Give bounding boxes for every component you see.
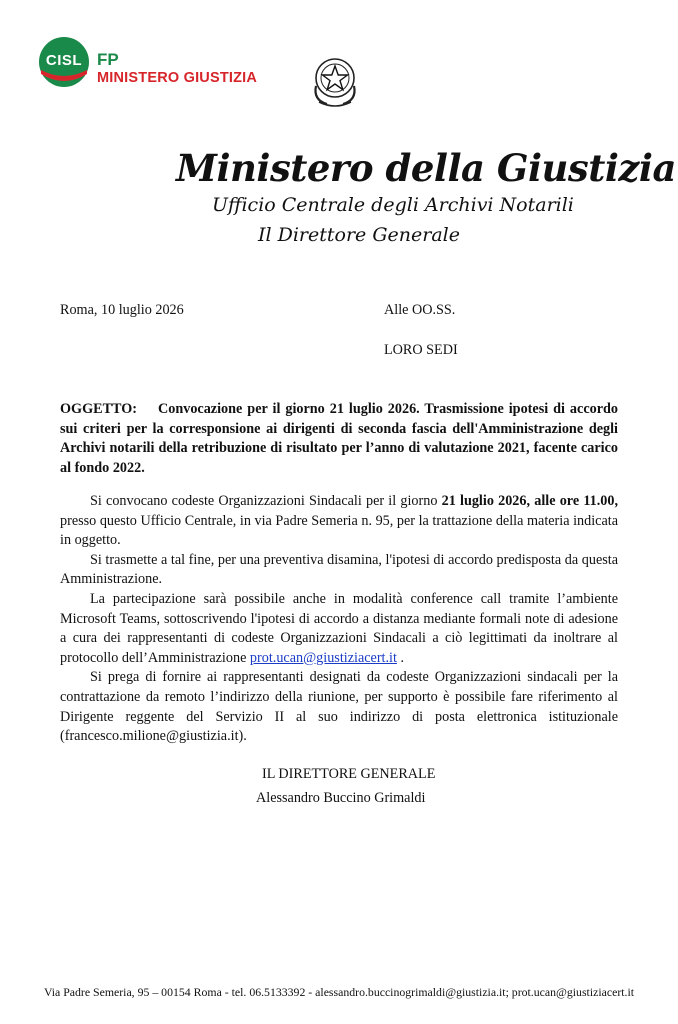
letter-body [60,492,618,747]
director-role: Il Direttore Generale [258,224,460,246]
subject-block [60,400,618,478]
cisl-logo-text: CISL [45,52,83,69]
paragraph-text: La partecipazione sarà possibile anche in modalità conference call tramite l’ambiente Microsoft Teams, sottoscrivendo l'ipotesi di accordo a distanza mediante formali note di adesione a cura dei rappresentanti di codeste Organizzazioni Sindacali a ciò legittimati da inoltrare al protocollo dell’Amministrazione [60,590,618,666]
cisl-fp-text: FP [97,50,119,69]
paragraph-text: presso questo Ufficio Centrale, in via Padre Semeria n. 95, per la trattazione della materia indicata in oggetto. [60,512,618,549]
addressee-location: LORO SEDI [384,342,458,358]
addressee: Alle OO.SS. [384,302,456,318]
signature-title: IL DIRETTORE GENERALE [262,766,436,782]
paragraph-transmission: Si trasmette a tal fine, per una preventiva disamina, l'ipotesi di accordo predisposta da questa Amministrazione. [60,551,618,588]
ministry-title: Ministero della Giustizia [176,146,676,190]
subject-text: Convocazione per il giorno 21 luglio 2026. Trasmissione ipotesi di accordo sui criteri per la corresponsione ai dirigenti di seconda fascia dell'Amministrazione degli Archivi notarili della retribuzione di risultato per l’anno di valutazione 2021, facente carico al fondo 2022. [60,401,618,476]
page-footer: Via Padre Semeria, 95 – 00154 Roma - tel. 06.5133392 - alessandro.buccinogrimaldi@giustizia.it; prot.ucan@giustiziacert.it [43,985,635,999]
cisl-org-text: MINISTERO GIUSTIZIA [97,70,258,86]
place-date: Roma, 10 luglio 2026 [60,302,184,318]
paragraph-text: Si convocano codeste Organizzazioni Sindacali per il giorno [90,493,442,509]
protocol-email-link[interactable]: prot.ucan@giustiziacert.it [249,649,397,666]
office-name: Ufficio Centrale degli Archivi Notarili [212,194,574,216]
paragraph-convocation [60,492,618,551]
subject-label: OGGETTO: [60,401,137,417]
meeting-datetime: 21 luglio 2026, alle ore 11.00, [441,493,619,509]
paragraph-text: . [396,649,405,666]
paragraph-participation [60,590,618,668]
paragraph-request: Si prega di fornire ai rappresentanti designati da codeste Organizzazioni sindacali per la contrattazione da remoto l’indirizzo della riunione, per supporto è possibile fare riferimento al Dirigente reggente del Servizio II al suo indirizzo di posta elettronica istituzionale (francesco.milione@giustizia.it). [60,669,618,745]
italian-republic-emblem-icon [305,50,365,110]
signature-name: Alessandro Buccino Grimaldi [256,790,426,806]
